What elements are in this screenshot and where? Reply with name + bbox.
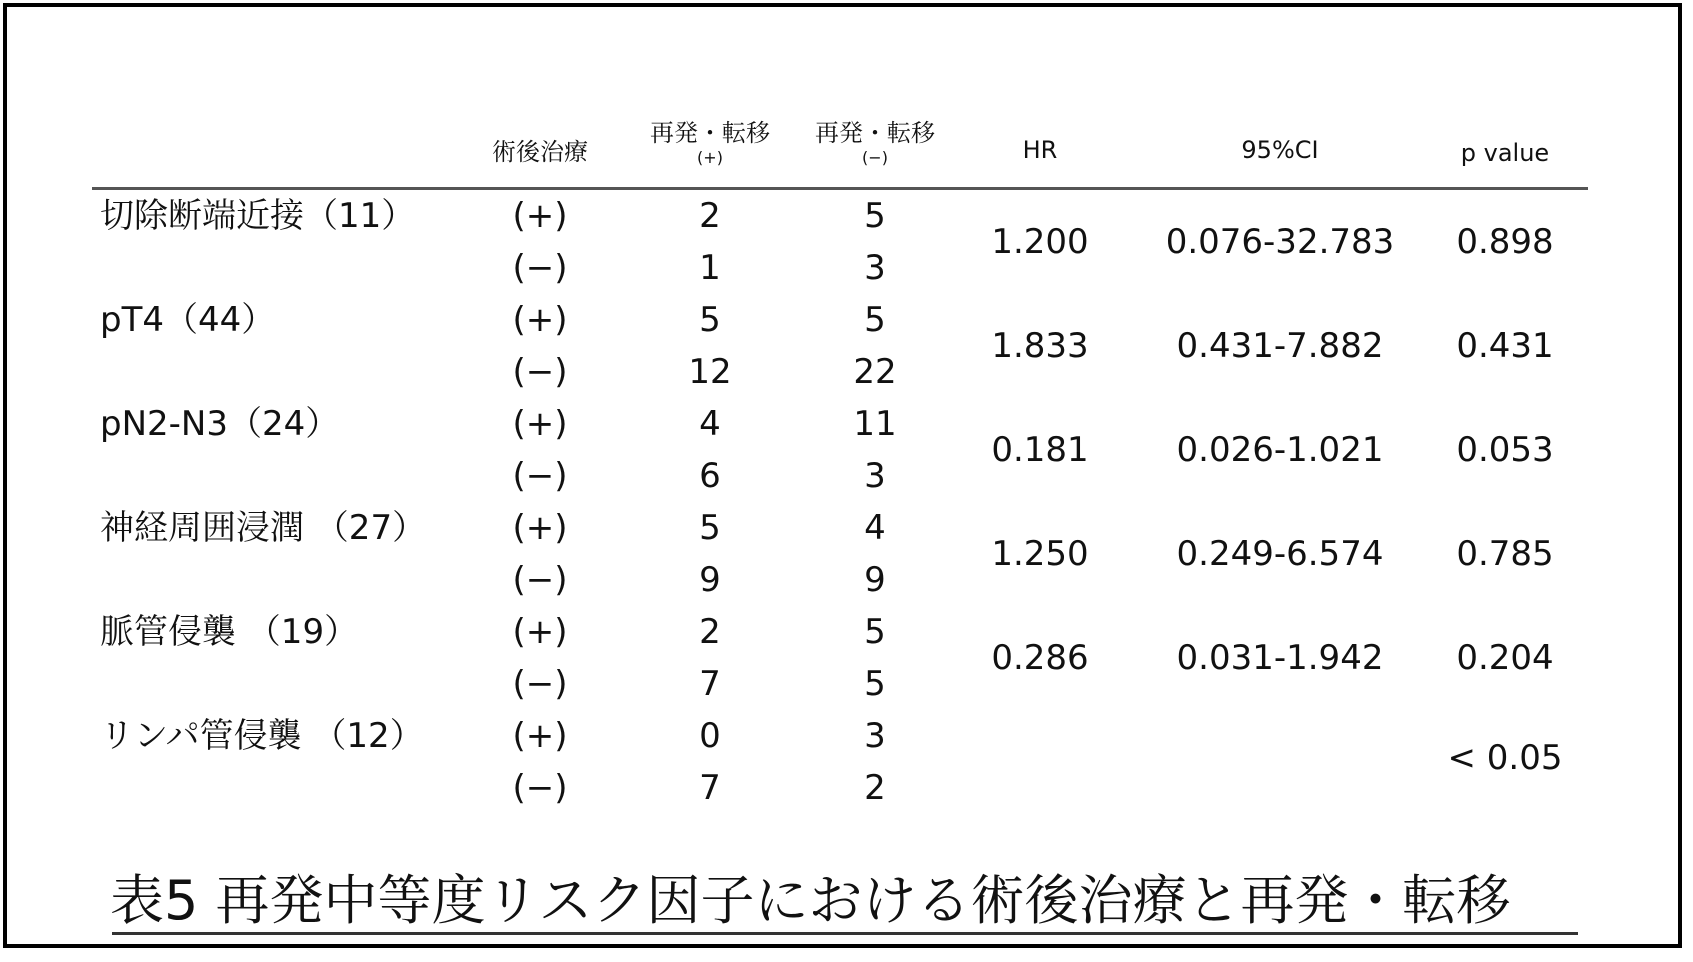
cell-recur-neg: 5: [864, 196, 886, 236]
cell-recur-neg: 11: [853, 404, 897, 444]
caption-underline: [112, 932, 1578, 935]
row-label: 神経周囲浸潤 （27）: [100, 508, 427, 548]
header-recurrence-negative-sub: (−): [862, 148, 888, 167]
cell-hr: 1.833: [991, 326, 1089, 366]
cell-recur-pos: 1: [699, 248, 721, 288]
cell-ci: 0.076-32.783: [1165, 222, 1395, 262]
cell-p-value: < 0.05: [1447, 738, 1563, 778]
table-caption: 表5 再発中等度リスク因子における術後治療と再発・転移: [110, 869, 1511, 932]
cell-recur-pos: 2: [699, 612, 721, 652]
header-recurrence-positive-label: 再発・転移: [650, 119, 770, 147]
header-recurrence-positive-sub: (+): [697, 148, 723, 167]
cell-treatment: (−): [512, 248, 568, 288]
header-recurrence-negative: [795, 118, 955, 168]
cell-recur-neg: 3: [864, 456, 886, 496]
cell-treatment: (+): [512, 404, 568, 444]
cell-hr: 1.250: [991, 534, 1089, 574]
cell-recur-neg: 22: [853, 352, 897, 392]
cell-recur-pos: 7: [699, 664, 721, 704]
header-p-value: p value: [1460, 139, 1550, 167]
cell-treatment: (−): [512, 768, 568, 808]
cell-ci: 0.031-1.942: [1176, 638, 1384, 678]
cell-recur-pos: 4: [699, 404, 721, 444]
cell-treatment: (−): [512, 352, 568, 392]
cell-ci: 0.249-6.574: [1176, 534, 1384, 574]
cell-ci: 0.026-1.021: [1176, 430, 1384, 470]
header-recurrence-positive: [630, 118, 790, 168]
cell-recur-pos: 9: [699, 560, 721, 600]
cell-recur-pos: 12: [688, 352, 732, 392]
cell-recur-neg: 5: [864, 300, 886, 340]
header-treatment: 術後治療: [492, 138, 588, 166]
cell-p-value: 0.053: [1456, 430, 1554, 470]
cell-ci: 0.431-7.882: [1176, 326, 1384, 366]
cell-treatment: (+): [512, 508, 568, 548]
cell-recur-neg: 5: [864, 664, 886, 704]
cell-recur-neg: 5: [864, 612, 886, 652]
cell-recur-neg: 4: [864, 508, 886, 548]
cell-recur-neg: 3: [864, 716, 886, 756]
cell-p-value: 0.785: [1456, 534, 1554, 574]
cell-p-value: 0.898: [1456, 222, 1554, 262]
cell-recur-pos: 6: [699, 456, 721, 496]
cell-hr: 1.200: [991, 222, 1089, 262]
cell-treatment: (+): [512, 716, 568, 756]
cell-recur-pos: 7: [699, 768, 721, 808]
cell-treatment: (+): [512, 612, 568, 652]
row-label: pT4（44）: [100, 300, 276, 340]
cell-p-value: 0.431: [1456, 326, 1554, 366]
header-rule: [92, 187, 1588, 190]
header-95ci: 95%CI: [1241, 136, 1319, 164]
cell-treatment: (+): [512, 300, 568, 340]
cell-recur-neg: 2: [864, 768, 886, 808]
cell-treatment: (+): [512, 196, 568, 236]
cell-recur-neg: 9: [864, 560, 886, 600]
row-label: pN2-N3（24）: [100, 404, 340, 444]
row-label: 切除断端近接（11）: [100, 196, 416, 236]
cell-hr: 0.181: [991, 430, 1089, 470]
cell-hr: 0.286: [991, 638, 1089, 678]
cell-treatment: (−): [512, 560, 568, 600]
cell-recur-neg: 3: [864, 248, 886, 288]
header-recurrence-negative-label: 再発・転移: [815, 119, 935, 147]
header-hr: HR: [1022, 136, 1058, 164]
cell-p-value: 0.204: [1456, 638, 1554, 678]
cell-treatment: (−): [512, 456, 568, 496]
cell-treatment: (−): [512, 664, 568, 704]
cell-recur-pos: 5: [699, 508, 721, 548]
row-label: 脈管侵襲 （19）: [100, 612, 359, 652]
row-label: リンパ管侵襲 （12）: [100, 716, 424, 756]
cell-recur-pos: 2: [699, 196, 721, 236]
cell-recur-pos: 5: [699, 300, 721, 340]
cell-recur-pos: 0: [699, 716, 721, 756]
